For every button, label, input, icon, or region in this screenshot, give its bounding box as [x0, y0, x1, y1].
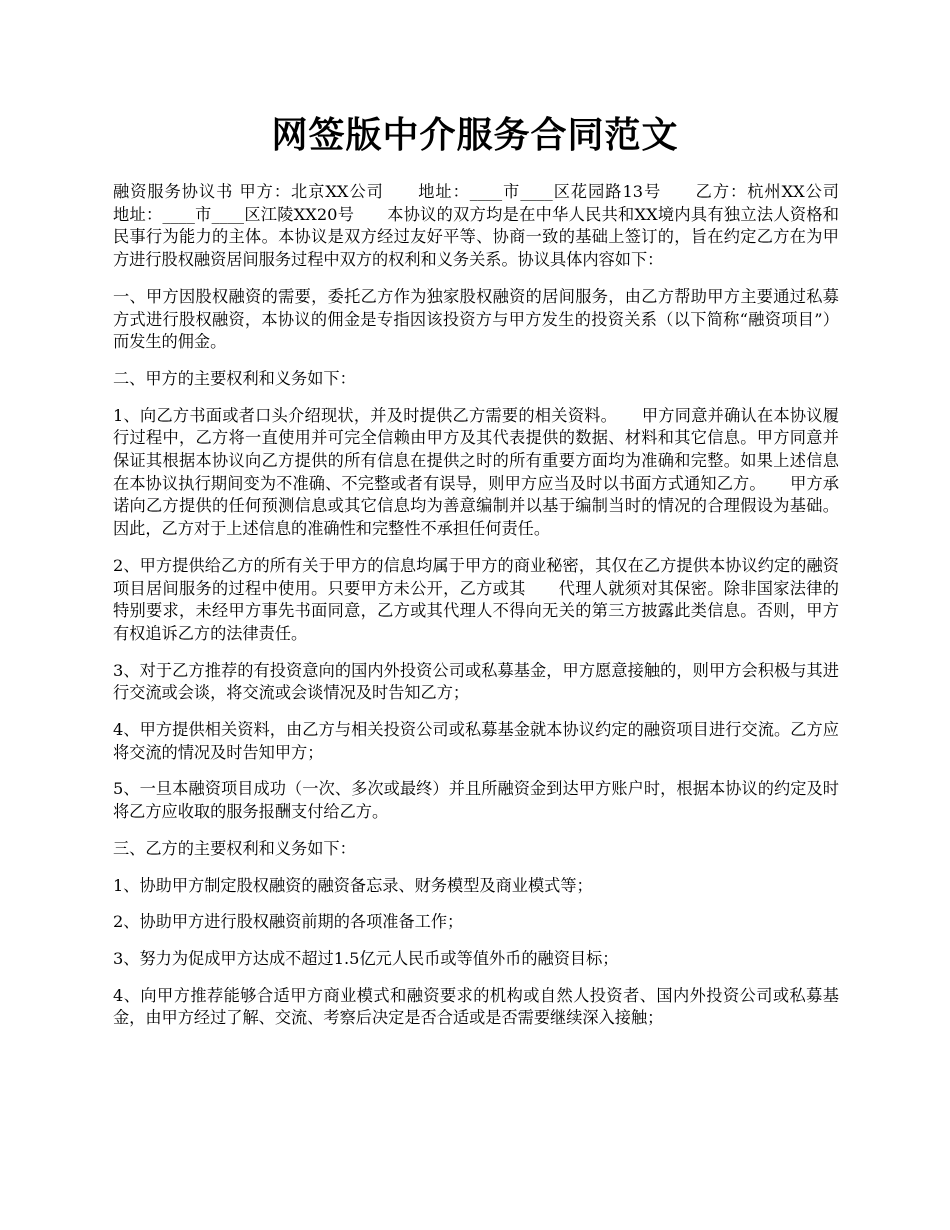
- paragraph-section-1: 一、甲方因股权融资的需要，委托乙方作为独家股权融资的居间服务，由乙方帮助甲方主要通过私募方式进行股权融资，本协议的佣金是专指因该投资方与甲方发生的投资关系（以下简称“融资项目”）而发生的佣金。: [113, 286, 839, 352]
- heading-party-a-rights: 二、甲方的主要权利和义务如下：: [113, 368, 356, 388]
- paragraph-party-a-item-2: 2、甲方提供给乙方的所有关于甲方的信息均属于甲方的商业秘密，其仅在乙方提供本协议约定的融资项目居间服务的过程中使用。只要甲方未公开，乙方或其 代理人就须对其保密。除非国家法律的特别要求，未经甲方事先书面同意，乙方或其代理人不得向无关的第三方披露此类信息。否则，甲方有权追诉乙方的法律责任。: [113, 555, 839, 643]
- document-body: [113, 181, 872, 1044]
- paragraph-party-b-item-1: 1、协助甲方制定股权融资的融资备忘录、财务模型及商业模式等；: [113, 875, 593, 895]
- paragraph-intro: 融资服务协议书 甲方：北京XX公司 地址：____市____区花园路13号 乙方：杭州XX公司 地址：____市____区江陵XX20号 本协议的双方均是在中华人民共和XX境内具有独立法人资格和民事行为能力的主体。本协议是双方经过友好平等、协商一致的基础上签订的，旨在约定乙方在为甲方进行股权融资居间服务过程中双方的权利和义务关系。协议具体内容如下：: [113, 182, 872, 270]
- paragraph-party-a-item-3: 3、对于乙方推荐的有投资意向的国内外投资公司或私募基金，甲方愿意接触的，则甲方会积极与其进行交流或会谈，将交流或会谈情况及时告知乙方；: [113, 660, 839, 703]
- paragraph-party-a-item-5: 5、一旦本融资项目成功（一次、多次或最终）并且所融资金到达甲方账户时，根据本协议的约定及时将乙方应收取的服务报酬支付给乙方。: [113, 779, 839, 822]
- paragraph-party-b-item-3: 3、努力为促成甲方达成不超过1.5亿元人民币或等值外币的融资目标；: [113, 948, 619, 968]
- paragraph-party-b-item-4: 4、向甲方推荐能够合适甲方商业模式和融资要求的机构或自然人投资者、国内外投资公司或私募基金，由甲方经过了解、交流、考察后决定是否合适或是否需要继续深入接触；: [113, 985, 839, 1028]
- paragraph-party-b-item-2: 2、协助甲方进行股权融资前期的各项准备工作；: [113, 912, 464, 932]
- document-title: 网签版中介服务合同范文: [271, 114, 679, 156]
- paragraph-party-a-item-4: 4、甲方提供相关资料，由乙方与相关投资公司或私募基金就本协议约定的融资项目进行交流。乙方应将交流的情况及时告知甲方；: [113, 720, 839, 762]
- heading-party-b-rights: 三、乙方的主要权利和义务如下：: [113, 838, 356, 858]
- paragraph-party-a-item-1: 1、向乙方书面或者口头介绍现状，并及时提供乙方需要的相关资料。 甲方同意并确认在本协议履行过程中，乙方将一直使用并可完全信赖由甲方及其代表提供的数据、材料和其它信息。甲方同意并保证其根据本协议向乙方提供的所有信息在提供之时的所有重要方面均为准确和完整。如果上述信息在本协议执行期间变为不准确、不完整或者有误导，则甲方应当及时以书面方式通知乙方。 甲方承诺向乙方提供的任何预测信息或其它信息均为善意编制并以基于编制当时的情况的合理假设为基础。因此，乙方对于上述信息的准确性和完整性不承担任何责任。: [113, 405, 839, 539]
